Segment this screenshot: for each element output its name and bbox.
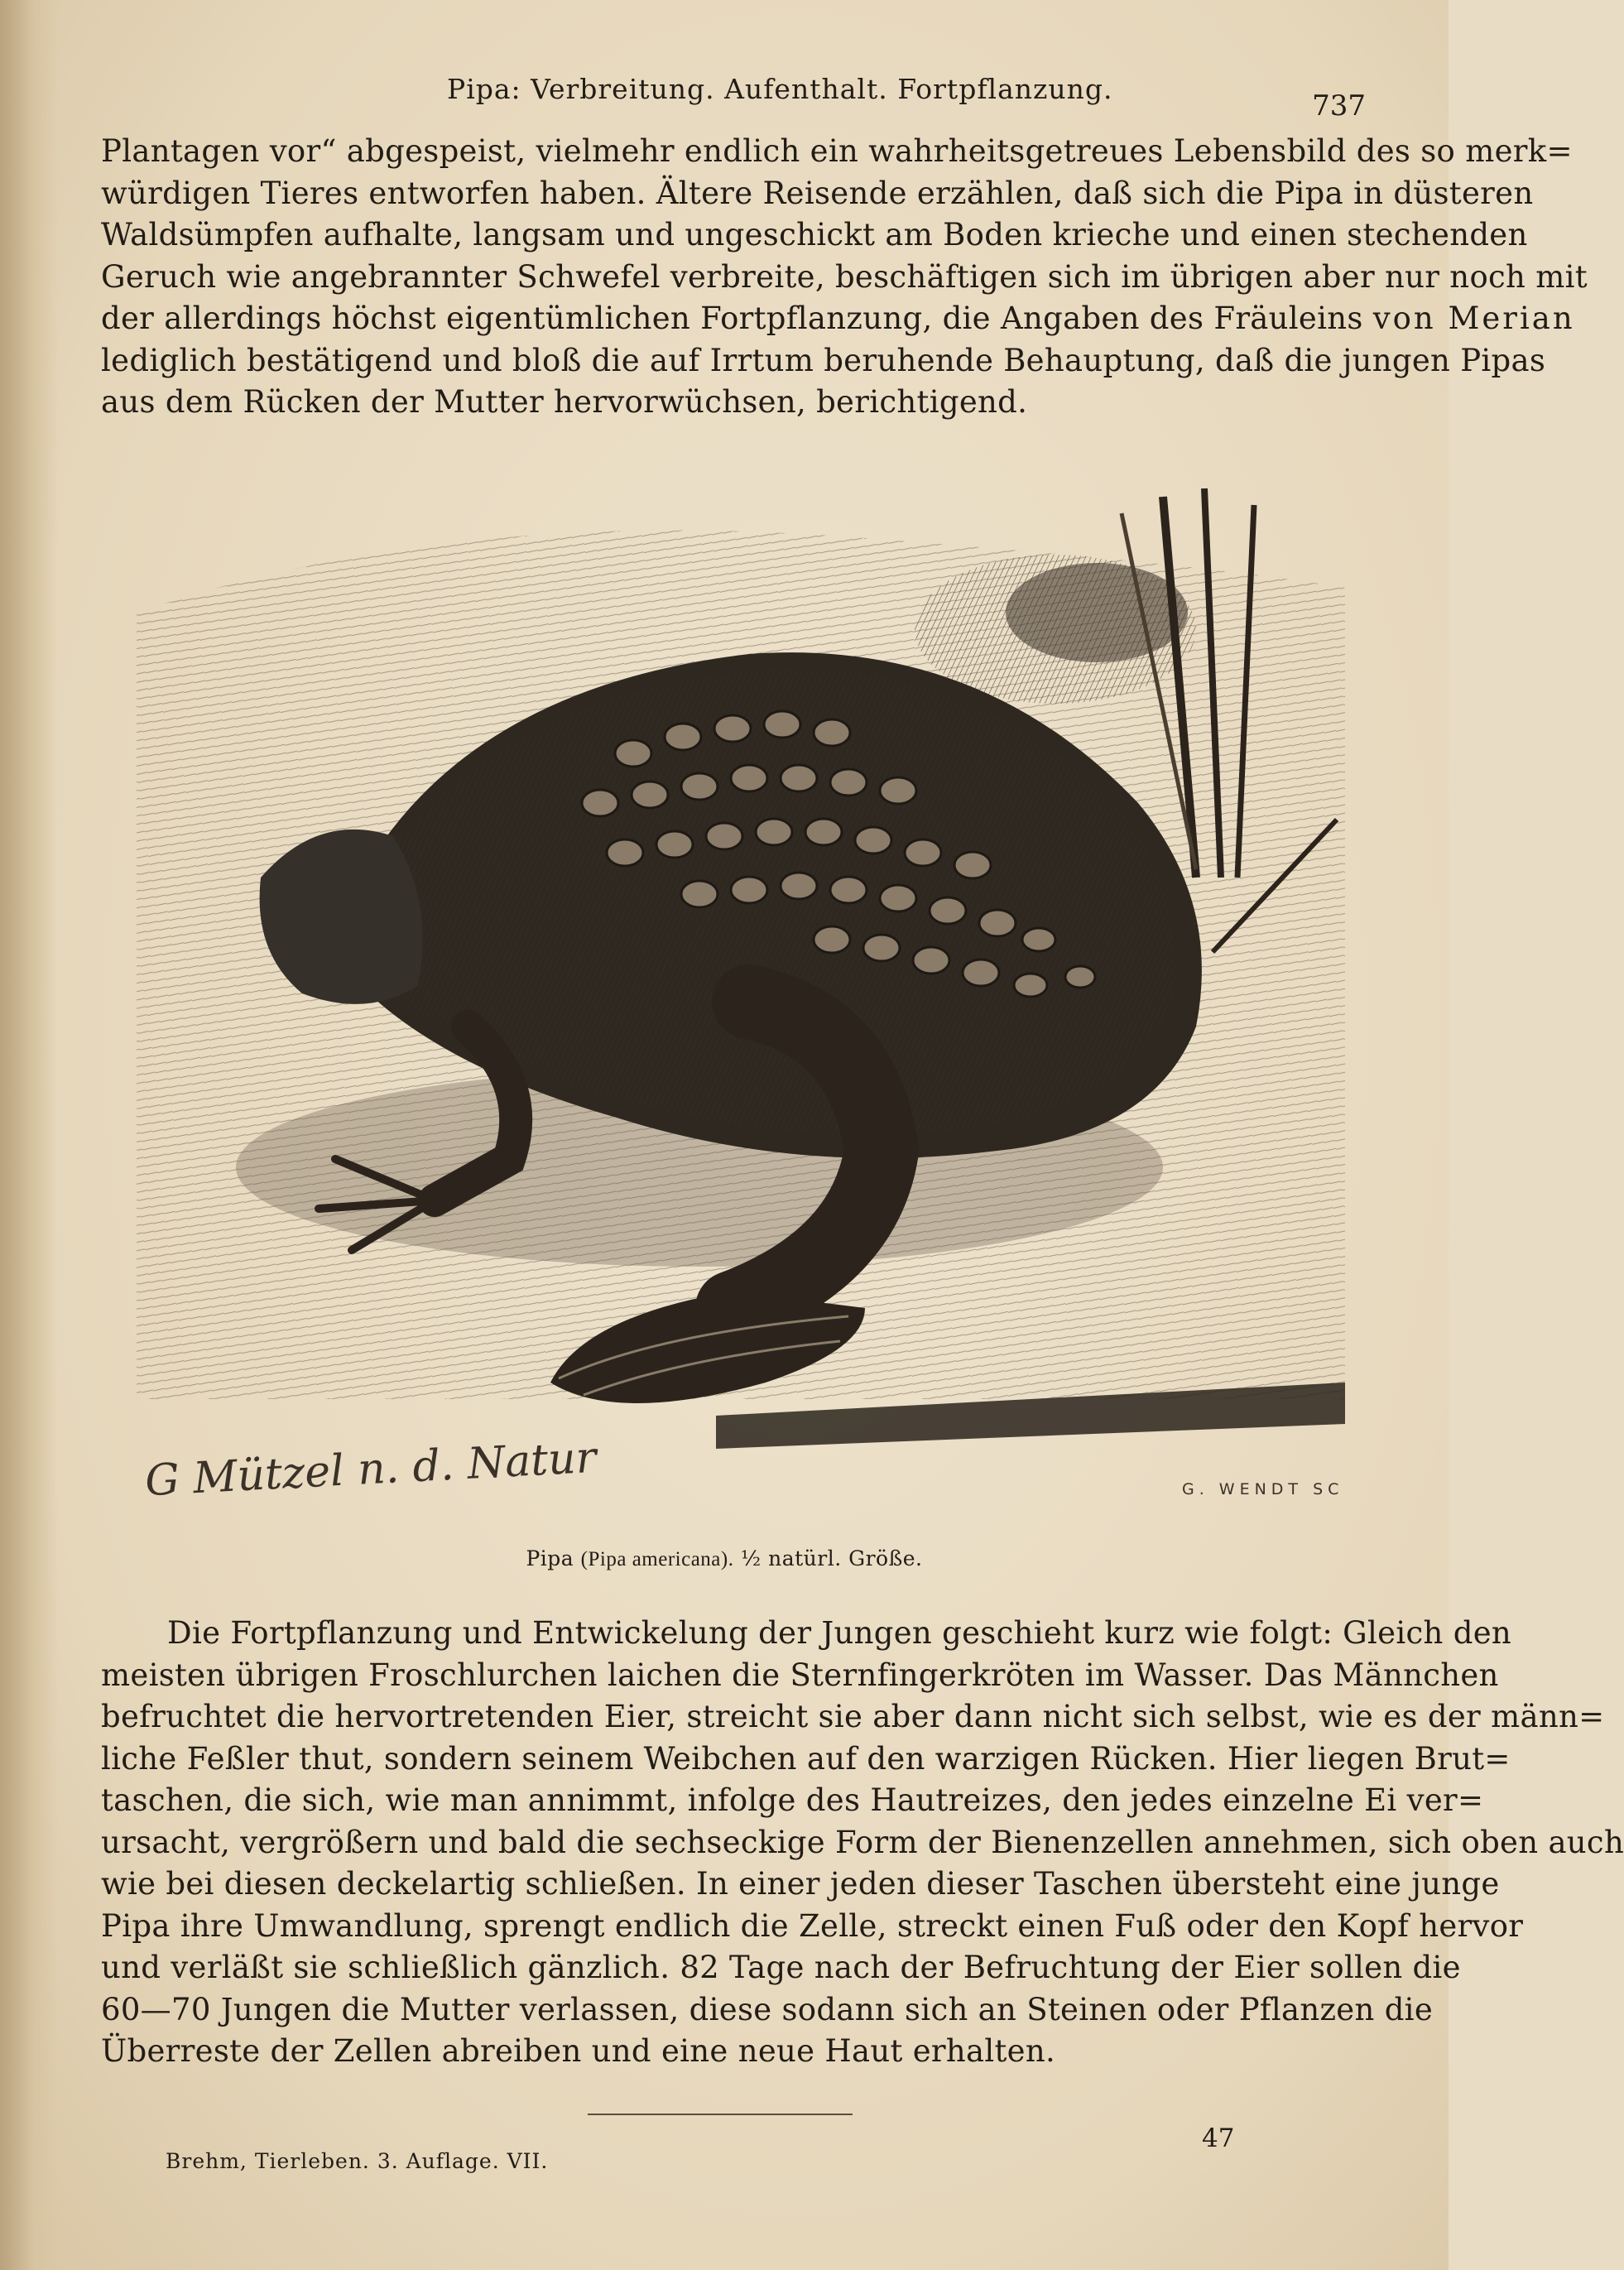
page-gutter-shadow — [0, 0, 58, 2270]
text-line: Waldsümpfen aufhalte, langsam und ungeschickt am Boden krieche und einen stechenden — [101, 217, 1528, 252]
text-line: meisten übrigen Froschlurchen laichen die Sternfingerkröten im Wasser. Das Männchen — [101, 1657, 1499, 1693]
signature-number: 47 — [1202, 2123, 1235, 2153]
artist-signature: G Mützel n. d. Natur — [143, 1432, 598, 1507]
text-line — [101, 298, 1575, 340]
running-head — [99, 73, 1366, 123]
paragraph-reproduction — [101, 1613, 1624, 2073]
text-line: lediglich bestätigend und bloß die auf Irrtum beruhende Behauptung, daß die jungen Pipas — [101, 342, 1546, 378]
engraving-figure — [120, 488, 1362, 1523]
text-line: befruchtet die hervortretenden Eier, streicht sie aber dann nicht sich selbst, wie es der männ= — [101, 1699, 1605, 1734]
spaced-name: von Merian — [1372, 301, 1575, 336]
text-line: wie bei diesen deckelartig schließen. In einer jeden dieser Taschen übersteht eine junge — [101, 1866, 1500, 1902]
text-line: ursacht, vergrößern und bald die sechseckige Form der Bienenzellen annehmen, sich oben auch — [101, 1824, 1624, 1860]
engraver-signature: G. WENDT SC — [1182, 1480, 1344, 1498]
text-line: Die Fortpflanzung und Entwickelung der Jungen geschieht kurz wie folgt: Gleich den — [167, 1615, 1512, 1651]
footer-rule — [588, 2114, 853, 2115]
text-line: aus dem Rücken der Mutter hervorwüchsen, berichtigend. — [101, 384, 1028, 420]
text-line: liche Feßler thut, sondern seinem Weibchen auf den warzigen Rücken. Hier liegen Brut= — [101, 1740, 1511, 1777]
paragraph-intro — [101, 131, 1588, 424]
text-fragment: der allerdings höchst eigentümlichen Fortpflanzung, die Angaben des Fräuleins — [101, 301, 1363, 336]
caption-latin: (Pipa americana). — [580, 1548, 734, 1570]
text-line: 60—70 Jungen die Mutter verlassen, diese sodann sich an Steinen oder Pflanzen die — [101, 1991, 1434, 2027]
text-line: Plantagen vor“ abgespeist, vielmehr endlich ein wahrheitsgetreues Lebensbild des so merk= — [101, 133, 1573, 169]
figure-caption — [0, 1546, 1449, 1571]
caption-scale: ½ natürl. Größe. — [740, 1546, 923, 1570]
text-line: würdigen Tieres entworfen haben. Ältere Reisende erzählen, daß sich die Pipa in düsteren — [101, 175, 1534, 211]
page-number: 737 — [1312, 89, 1366, 123]
text-line: Geruch wie angebrannter Schwefel verbreite, beschäftigen sich im übrigen aber nur noch mit — [101, 258, 1588, 295]
text-line: und verläßt sie schließlich gänzlich. 82 Tage nach der Befruchtung der Eier sollen die — [101, 1950, 1461, 1985]
pipa-toad-illustration — [120, 488, 1362, 1523]
running-head-title: Pipa: Verbreitung. Aufenthalt. Fortpflanzung. — [447, 73, 1113, 105]
text-line: Pipa ihre Umwandlung, sprengt endlich die Zelle, streckt einen Fuß oder den Kopf hervor — [101, 1907, 1524, 1944]
caption-german: Pipa — [526, 1546, 574, 1570]
text-line: Überreste der Zellen abreiben und eine neue Haut erhalten. — [101, 2033, 1056, 2069]
book-imprint: Brehm, Tierleben. 3. Auflage. VII. — [166, 2149, 549, 2173]
text-line: taschen, die sich, wie man annimmt, infolge des Hautreizes, den jedes einzelne Ei ver= — [101, 1782, 1484, 1818]
